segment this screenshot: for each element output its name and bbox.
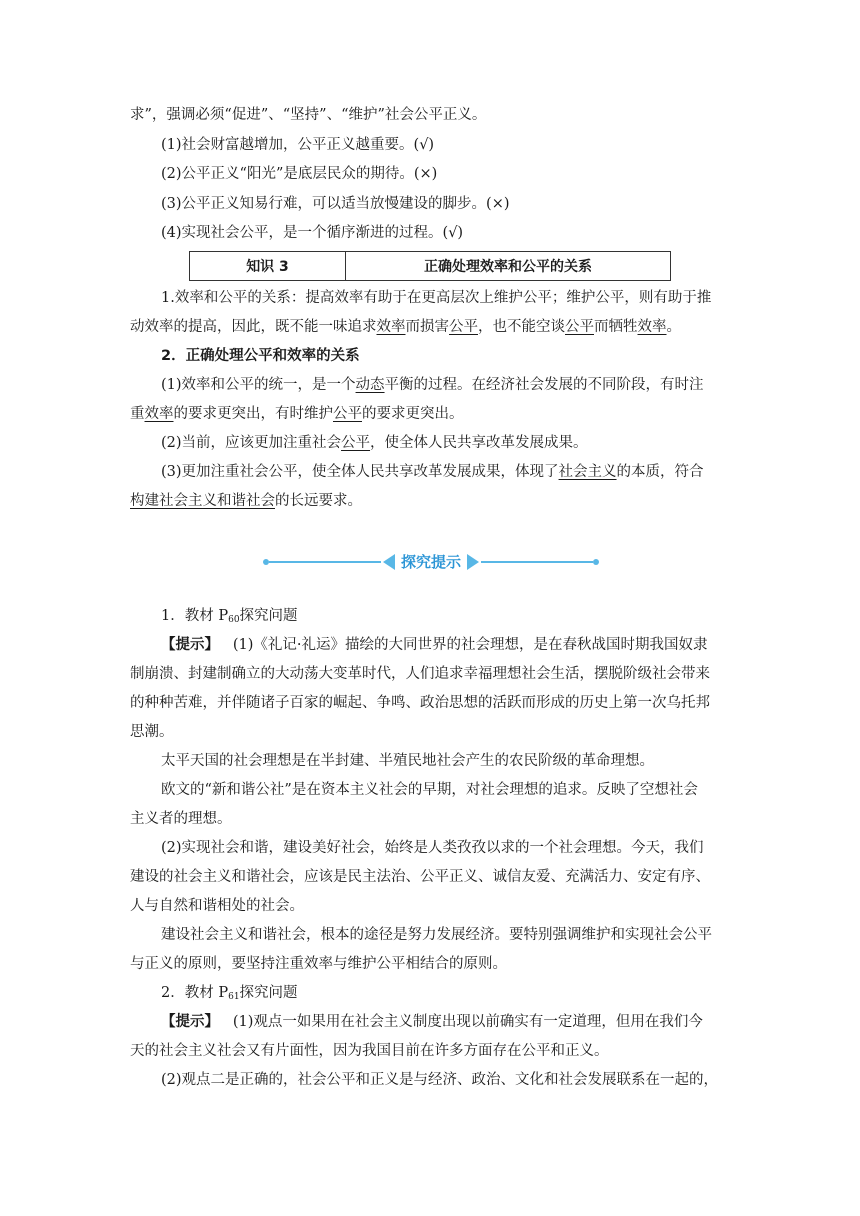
underlined-term: 效率 — [637, 319, 667, 335]
text-line: 与正义的原则，要坚持注重效率与维护公平相结合的原则。 — [130, 956, 507, 972]
tip-label: 【提示】 — [161, 1014, 219, 1030]
text-line: (1)效率和公平的统一，是一个动态平衡的过程。在经济社会发展的不同阶段，有时注 — [161, 377, 704, 393]
judgment-item: (3)公平正义知易行难，可以适当放慢建设的脚步。(×) — [161, 196, 510, 212]
section-heading: 2．正确处理公平和效率的关系 — [161, 348, 360, 364]
text-line: (2)实现社会和谐，建设美好社会，始终是人类孜孜以求的一个社会理想。今天，我们 — [161, 840, 704, 856]
banner-label: 探究提示 — [400, 553, 461, 571]
underlined-term: 公平 — [565, 319, 594, 335]
text-line: 天的社会主义社会又有片面性，因为我国目前在许多方面存在公平和正义。 — [130, 1043, 609, 1059]
question-heading: 1．教材 $P_{60}$探究问题 — [161, 608, 298, 625]
text-line: (3)更加注重社会公平，使全体人民共享改革发展成果，体现了社会主义的本质，符合 — [161, 464, 704, 480]
text-line: 制崩溃、封建制确立的大动荡大变革时代，人们追求幸福理想社会生活，摆脱阶级社会带来 — [130, 666, 710, 682]
banner-dot-right — [593, 559, 599, 565]
text-line: 欧文的“新和谐公社”是在资本主义社会的早期，对社会理想的追求。反映了空想社会 — [161, 782, 698, 798]
text-line: 构建社会主义和谐社会的长远要求。 — [130, 493, 362, 509]
underlined-term: 构建社会主义和谐社会 — [130, 493, 275, 509]
text-line: 1.效率和公平的关系：提高效率有助于在更高层次上维护公平；维护公平，则有助于推 — [161, 290, 712, 306]
section-banner — [263, 552, 599, 572]
banner-rule-left — [269, 561, 381, 563]
judgment-item: (2)公平正义“阳光”是底层民众的期待。(×) — [161, 166, 438, 182]
text-line: 主义者的理想。 — [130, 811, 232, 827]
text-line: 的种种苦难，并伴随诸子百家的崛起、争鸣、政治思想的活跃而形成的历史上第一次乌托邦 — [130, 695, 710, 711]
text-line: 太平天国的社会理想是在半封建、半殖民地社会产生的农民阶级的革命理想。 — [161, 753, 654, 769]
text-line: (2)当前，应该更加注重社会公平，使全体人民共享改革发展成果。 — [161, 435, 588, 451]
knowledge-tag: 知识 3 — [190, 252, 346, 281]
underlined-term: 动态 — [355, 377, 385, 393]
judgment-item: (1)社会财富越增加，公平正义越重要。(√) — [161, 137, 435, 153]
text-line: 建设的社会主义和谐社会，应该是民主法治、公平正义、诚信友爱、充满活力、安定有序、 — [130, 869, 710, 885]
text-line: 【提示】 (1)《礼记·礼运》描绘的大同世界的社会理想，是在春秋战国时期我国奴隶 — [161, 637, 708, 653]
text-line: 建设社会主义和谐社会，根本的途径是努力发展经济。要特别强调维护和实现社会公平 — [161, 927, 712, 943]
text-line: (2)观点二是正确的，社会公平和正义是与经济、政治、文化和社会发展联系在一起的， — [161, 1072, 719, 1088]
judgment-item: (4)实现社会公平，是一个循序渐进的过程。(√) — [161, 225, 464, 241]
tip-label: 【提示】 — [161, 637, 219, 653]
underlined-term: 效率 — [376, 319, 406, 335]
question-heading: 2．教材 $P_{61}$探究问题 — [161, 985, 298, 1002]
banner-rule-right — [481, 561, 593, 563]
knowledge-title: 正确处理效率和公平的关系 — [346, 252, 671, 281]
text-line: 人与自然和谐相处的社会。 — [130, 898, 304, 914]
underlined-term: 公平 — [333, 406, 362, 422]
underlined-term: 公平 — [449, 319, 478, 335]
banner-arrow-right-icon — [467, 554, 479, 570]
underlined-term: 社会主义 — [558, 464, 617, 480]
text-line: 求”，强调必须“促进”、“坚持”、“维护”社会公平正义。 — [130, 107, 487, 123]
text-line: 【提示】 (1)观点一如果用在社会主义制度出现以前确实有一定道理，但用在我们今 — [161, 1014, 703, 1030]
knowledge-box — [189, 251, 671, 281]
text-line: 重效率的要求更突出，有时维护公平的要求更突出。 — [130, 406, 464, 422]
underlined-term: 公平 — [341, 435, 371, 451]
banner-arrow-left-icon — [383, 554, 395, 570]
underlined-term: 效率 — [144, 406, 174, 422]
text-line: 思潮。 — [130, 724, 174, 740]
text-line: 动效率的提高，因此，既不能一味追求效率而损害公平，也不能空谈公平而牺牲效率。 — [130, 319, 681, 335]
